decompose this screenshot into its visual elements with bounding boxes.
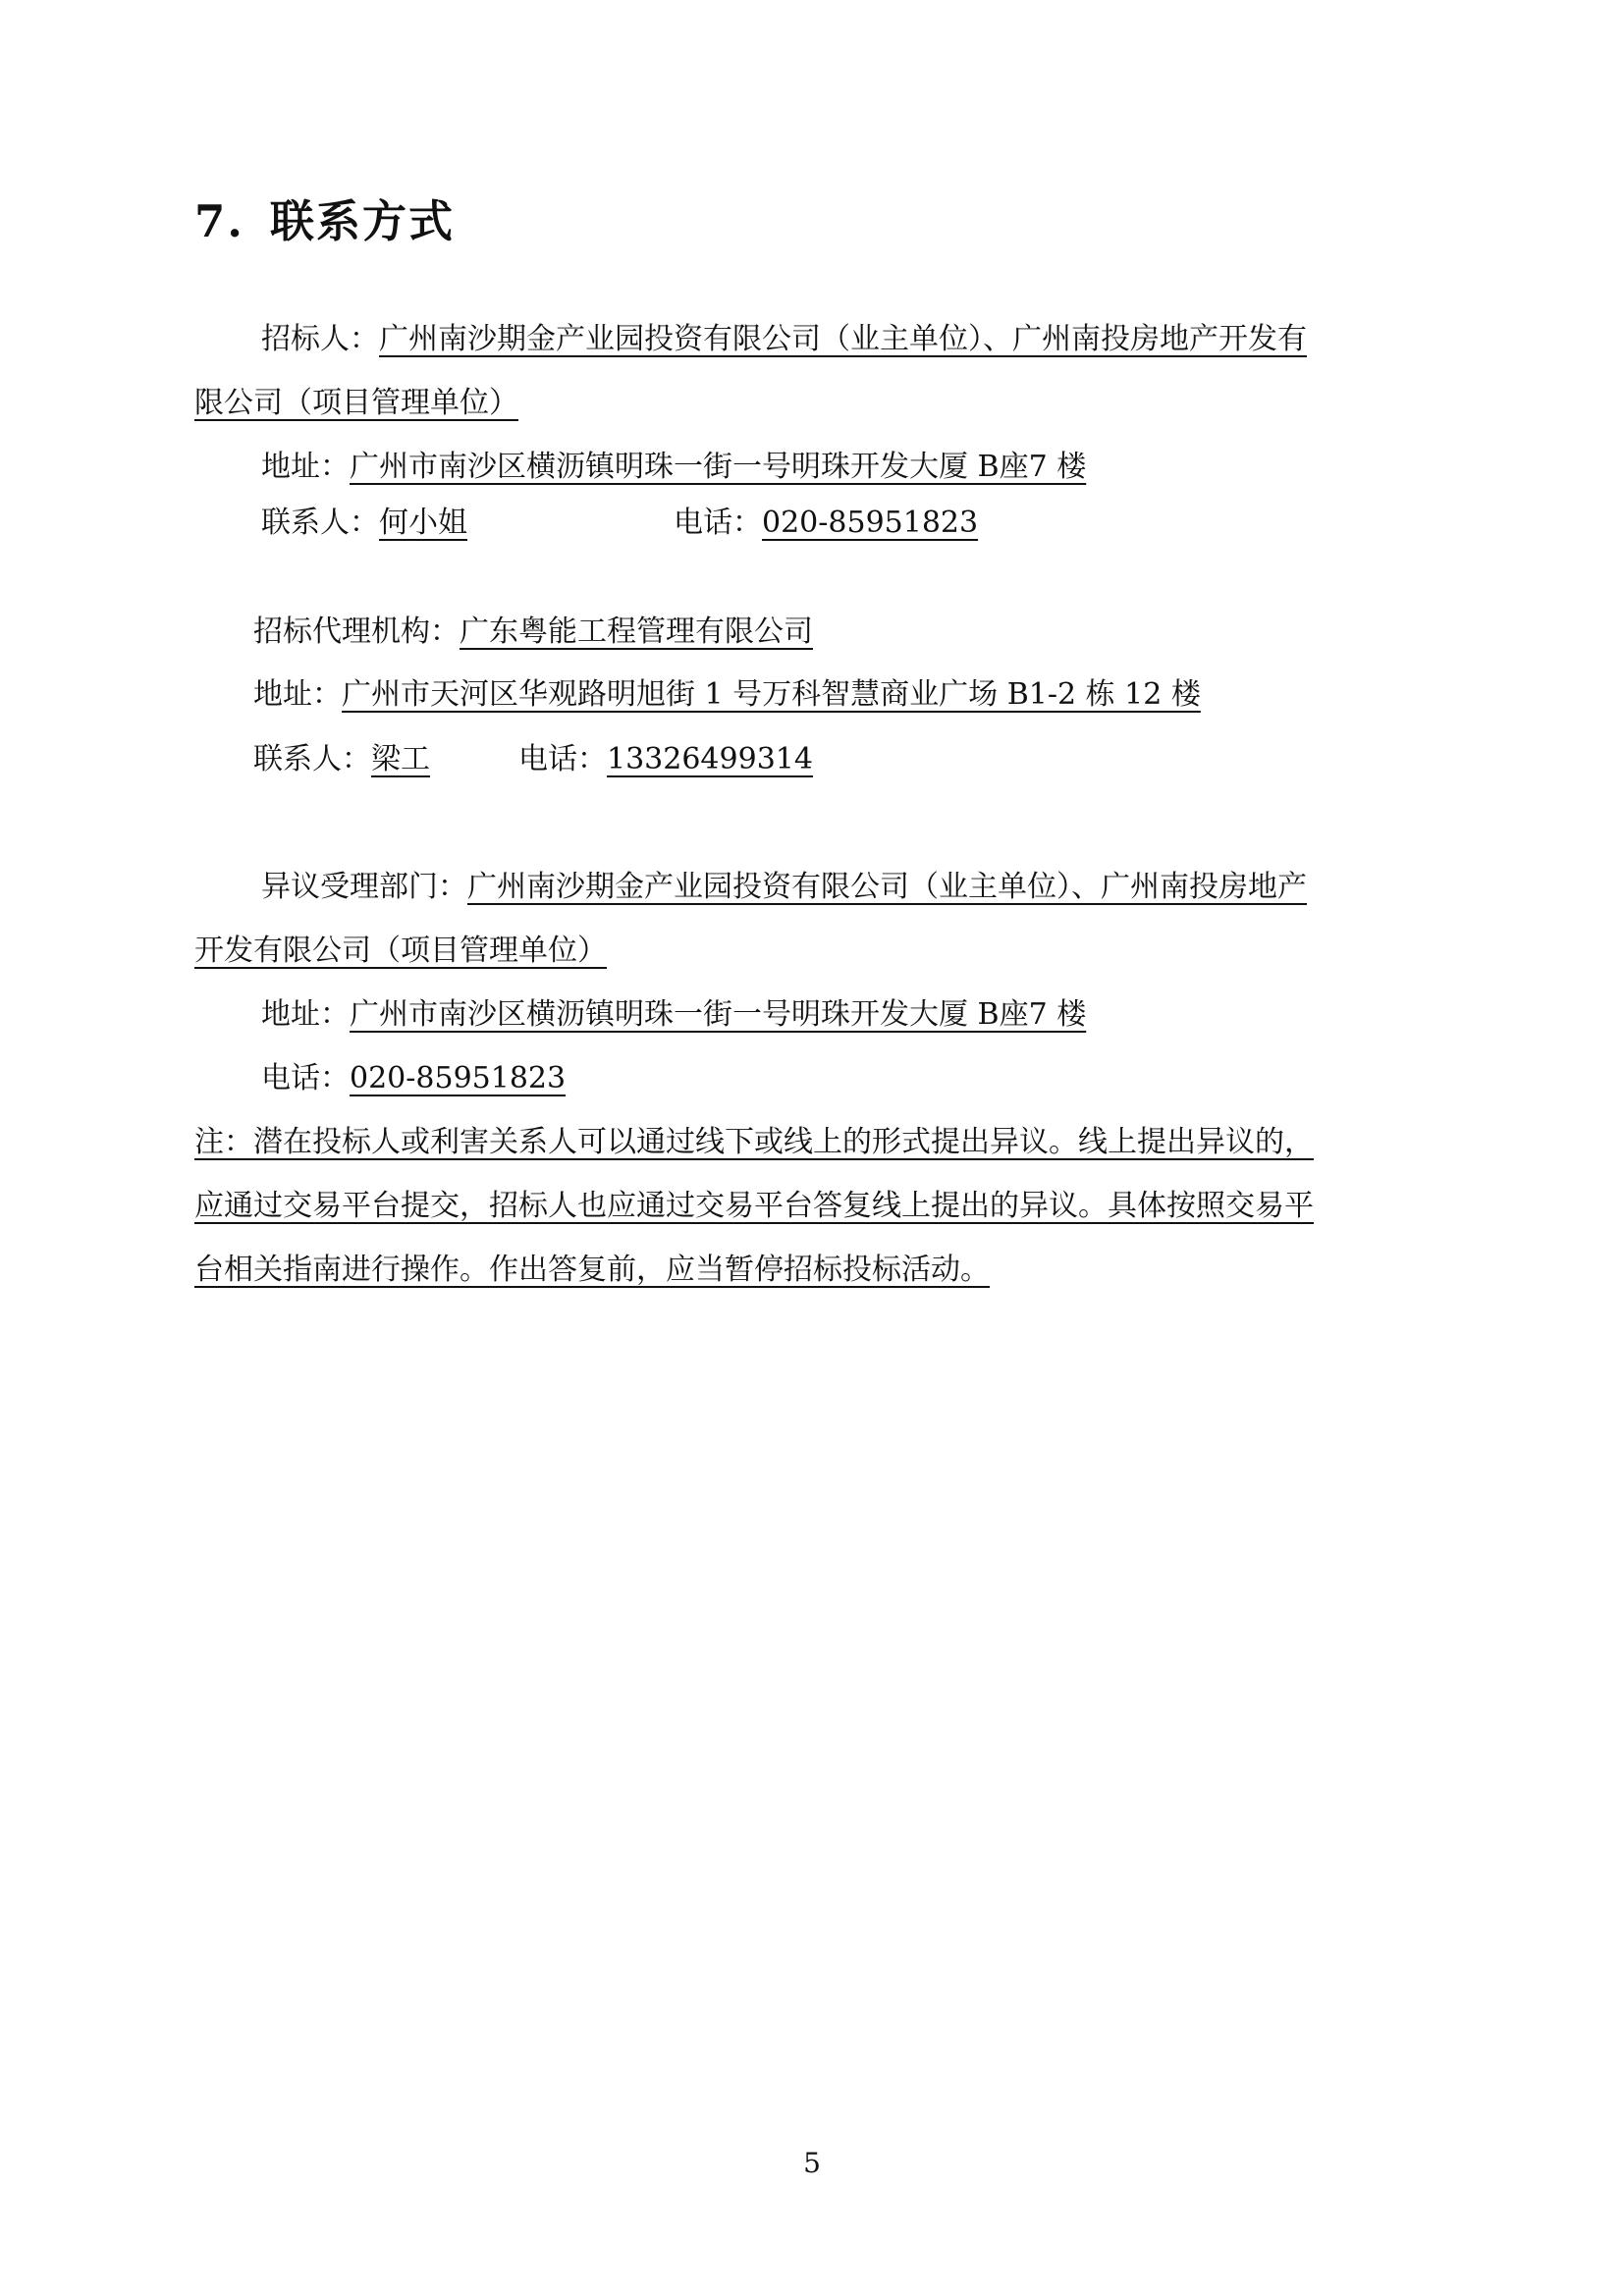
objection-phone-label: 电话： <box>261 1061 350 1095</box>
note-text-3: 台相关指南进行操作。作出答复前，应当暂停招标投标活动。 <box>194 1253 990 1287</box>
agency-address-label: 地址： <box>253 677 342 712</box>
note-text-1: 注：潜在投标人或利害关系人可以通过线下或线上的形式提出异议。线上提出异议的， <box>194 1125 1314 1159</box>
section-heading <box>194 192 455 251</box>
tenderer-name: 广州南沙期金产业园投资有限公司（业主单位）、广州南投房地产开发有 <box>379 322 1307 356</box>
agency-phone: 13326499314 <box>607 742 813 776</box>
objection-name-line2 <box>194 932 607 971</box>
tenderer-phone-line <box>674 504 1007 543</box>
tenderer-phone: 020-85951823 <box>762 506 979 540</box>
objection-label: 异议受理部门： <box>261 870 467 904</box>
objection-address-line <box>261 995 1086 1035</box>
objection-name: 广州南沙期金产业园投资有限公司（业主单位）、广州南投房地产 <box>467 870 1307 904</box>
agency-phone-line <box>518 740 813 779</box>
objection-address: 广州市南沙区横沥镇明珠一街一号明珠开发大厦 B座7 楼 <box>350 997 1087 1032</box>
section-number: 7. <box>194 195 244 247</box>
note-text-2: 应通过交易平台提交，招标人也应通过交易平台答复线上提出的异议。具体按照交易平 <box>194 1189 1314 1223</box>
tenderer-phone-label: 电话： <box>674 506 762 540</box>
tenderer-label: 招标人： <box>261 322 379 356</box>
section-title: 联系方式 <box>269 195 455 247</box>
tenderer-name-line1 <box>261 320 1307 359</box>
tenderer-contact-line <box>261 504 467 543</box>
agency-name-line <box>253 613 813 652</box>
objection-phone: 020-85951823 <box>350 1061 567 1095</box>
tenderer-contact-label: 联系人： <box>261 506 379 540</box>
tenderer-name-cont: 限公司（项目管理单位） <box>194 386 518 420</box>
objection-phone-line <box>261 1059 566 1098</box>
note-line1 <box>194 1123 1314 1162</box>
agency-phone-label: 电话： <box>518 742 607 776</box>
agency-label: 招标代理机构： <box>253 614 460 649</box>
page-number: 5 <box>803 2147 821 2179</box>
agency-address-line <box>253 675 1201 715</box>
tenderer-name-line2 <box>194 384 518 423</box>
objection-name-cont: 开发有限公司（项目管理单位） <box>194 934 607 968</box>
agency-contact-label: 联系人： <box>253 742 371 776</box>
agency-address: 广州市天河区华观路明旭街 1 号万科智慧商业广场 B1-2 栋 12 楼 <box>342 677 1201 712</box>
agency-contact-line <box>253 740 430 779</box>
tenderer-contact: 何小姐 <box>379 506 467 540</box>
note-line3 <box>194 1251 998 1290</box>
tenderer-address-label: 地址： <box>261 450 350 484</box>
agency-name: 广东粤能工程管理有限公司 <box>460 614 813 649</box>
tenderer-address-line <box>261 448 1086 487</box>
note-line2 <box>194 1187 1314 1226</box>
objection-name-line1 <box>261 868 1307 907</box>
agency-contact: 梁工 <box>371 742 430 776</box>
objection-address-label: 地址： <box>261 997 350 1032</box>
tenderer-address: 广州市南沙区横沥镇明珠一街一号明珠开发大厦 B座7 楼 <box>350 450 1087 484</box>
